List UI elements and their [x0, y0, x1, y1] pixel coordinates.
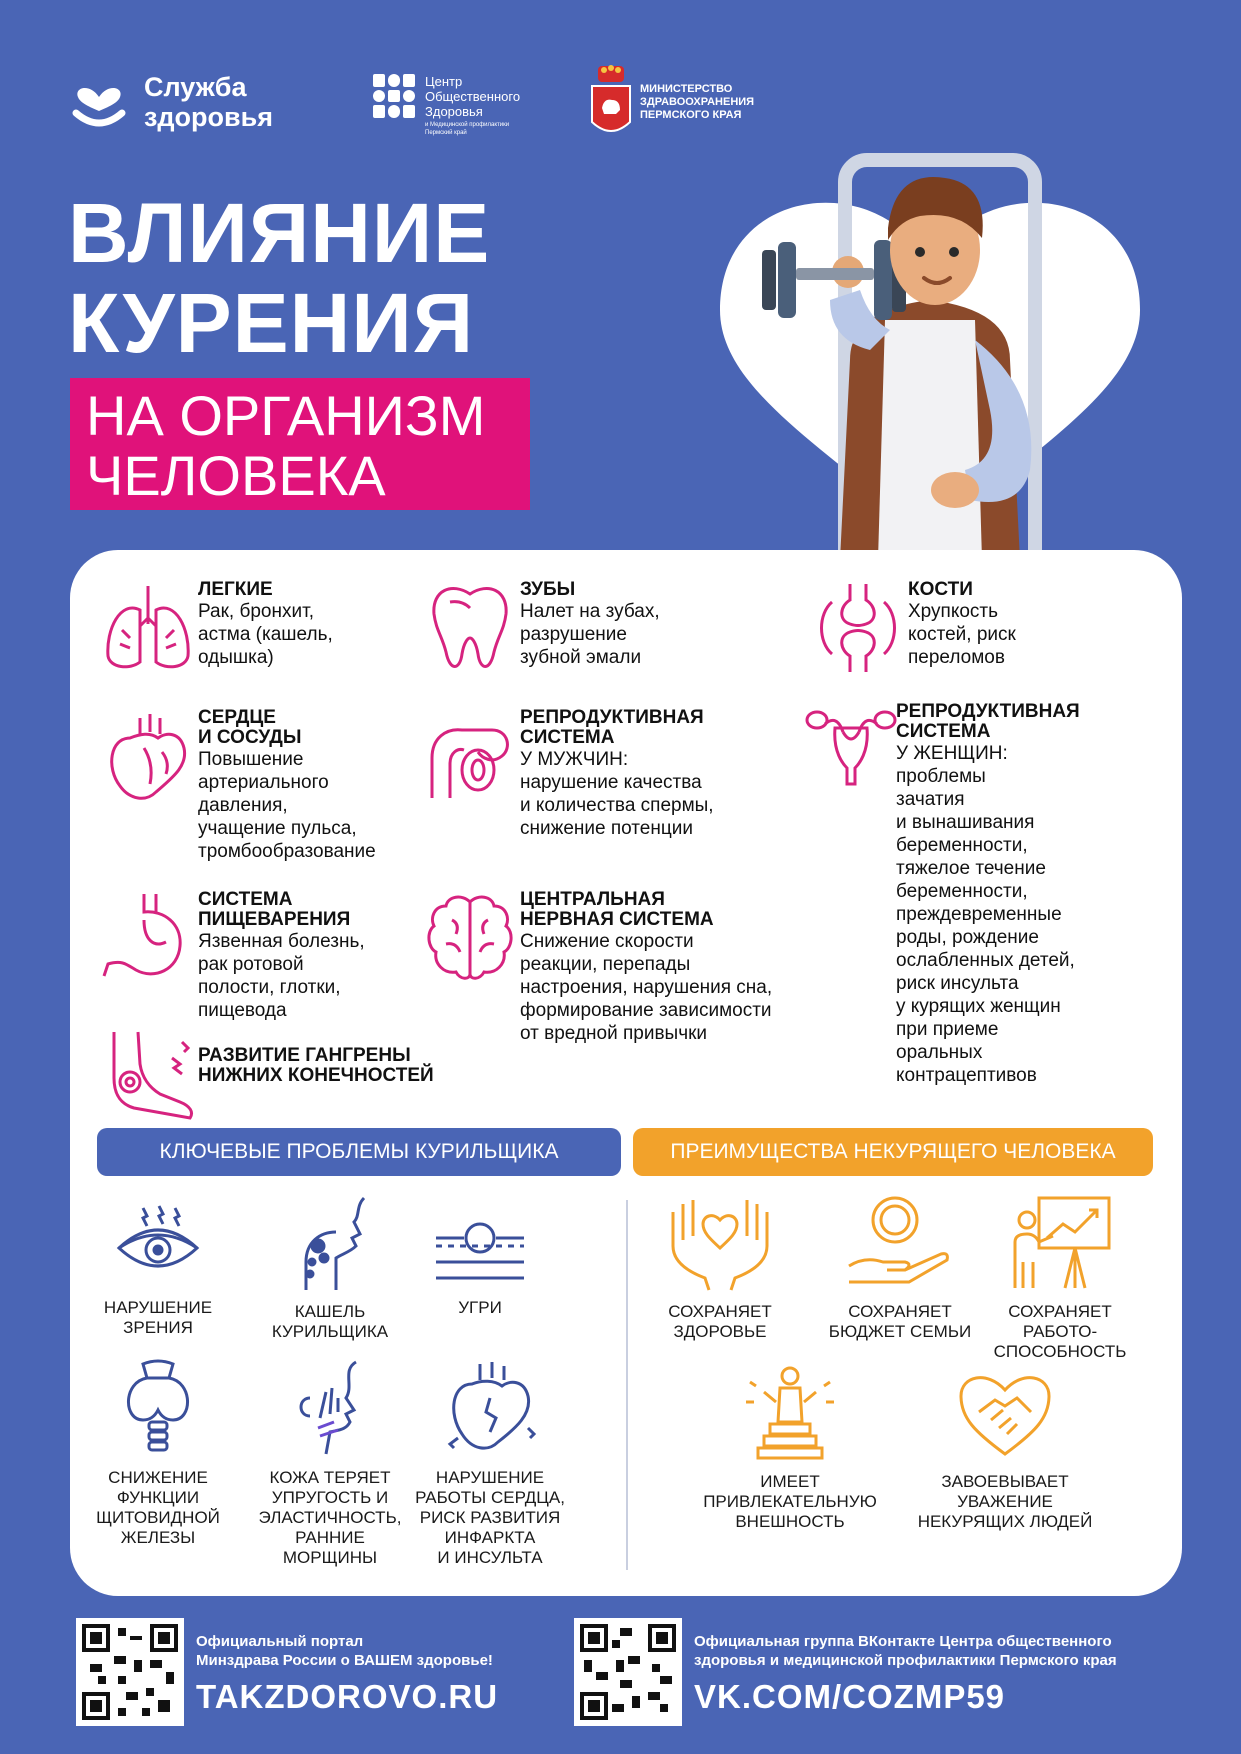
vk-link[interactable]: VK.COM/COZMP59	[694, 1678, 1006, 1715]
organ-bones: КОСТИ Хрупкость костей, риск переломов	[810, 580, 1016, 676]
heart-organ-icon	[100, 708, 196, 804]
hands-heart-icon	[665, 1192, 775, 1292]
benefit-work: СОХРАНЯЕТ РАБОТО- СПОСОБНОСТЬ	[980, 1192, 1140, 1362]
cough-icon	[280, 1192, 380, 1292]
benefit-respect: ЗАВОЕВЫВАЕТ УВАЖЕНИЕ НЕКУРЯЩИХ ЛЮДЕЙ	[900, 1362, 1110, 1532]
organ-repro-female: РЕПРОДУКТИВНАЯ СИСТЕМА У ЖЕНЩИН: проблемы зачатия и вынашивания беременности, тяжелое течение беременности, преждевременные роды, рождение ослабленных детей, риск инсульта у курящих женщин при приеме оральных контрацептивов	[796, 702, 1080, 1087]
info-card	[70, 550, 1182, 1596]
qr-code-icon	[82, 1624, 178, 1720]
ministry-logo: МИНИСТЕРСТВО ЗДРАВООХРАНЕНИЯ ПЕРМСКОГО КРАЯ	[590, 64, 754, 140]
organ-lungs: ЛЕГКИЕ Рак, бронхит, астма (кашель, одышка)	[100, 580, 333, 676]
eye-icon	[113, 1198, 203, 1288]
heart-smile-icon	[70, 73, 128, 131]
subtitle: НА ОРГАНИЗМ ЧЕЛОВЕКА	[86, 384, 486, 507]
organ-digestion: СИСТЕМА ПИЩЕВАРЕНИЯ Язвенная болезнь, рак ротовой полости, глотки, пищевода	[100, 890, 365, 1022]
stomach-icon	[100, 890, 196, 986]
coin-hand-icon	[845, 1192, 955, 1292]
lungs-icon	[100, 580, 196, 676]
organ-teeth: ЗУБЫ Налет на зубах, разрушение зубной эмали	[422, 580, 660, 676]
perm-crest-icon	[590, 64, 632, 140]
main-title: ВЛИЯНИЕ КУРЕНИЯ	[68, 186, 491, 370]
benefits-header: ПРЕИМУЩЕСТВА НЕКУРЯЩЕГО ЧЕЛОВЕКА	[633, 1128, 1153, 1176]
section-divider	[626, 1200, 628, 1570]
brain-icon	[422, 890, 518, 986]
organ-gangrene: РАЗВИТИЕ ГАНГРЕНЫ НИЖНИХ КОНЕЧНОСТЕЙ	[100, 1028, 434, 1124]
award-icon	[740, 1362, 840, 1462]
heart-icon	[440, 1358, 540, 1458]
organ-heart: СЕРДЦЕ И СОСУДЫ Повышение артериального давления, учащение пульса, тромбообразование	[100, 708, 376, 863]
czh-logo: Центр Общественного Здоровья и Медицинской профилактики Пермский край	[373, 74, 520, 137]
qr-code-left[interactable]	[76, 1618, 184, 1726]
face-icon	[280, 1358, 380, 1458]
takzdorovo-link[interactable]: TAKZDOROVO.RU	[196, 1678, 499, 1715]
male-reproductive-icon	[422, 708, 518, 804]
sluzhba-zdorovya-logo	[70, 72, 273, 132]
qr-code-right[interactable]	[574, 1618, 682, 1726]
tooth-icon	[422, 580, 518, 676]
benefit-budget: СОХРАНЯЕТ БЮДЖЕТ СЕМЬИ	[810, 1192, 990, 1342]
problem-skin: КОЖА ТЕРЯЕТ УПРУГОСТЬ И ЭЛАСТИЧНОСТЬ, РАННИЕ МОРЩИНЫ	[255, 1358, 405, 1568]
subtitle-box	[70, 378, 530, 510]
man-with-dumbbell-illustration	[720, 150, 1140, 560]
acne-icon	[430, 1198, 530, 1288]
sluzhba-logo-text: Служба здоровья	[144, 72, 273, 132]
benefit-health: СОХРАНЯЕТ ЗДОРОВЬЕ	[650, 1192, 790, 1342]
benefit-appearance: ИМЕЕТ ПРИВЛЕКАТЕЛЬНУЮ ВНЕШНОСТЬ	[690, 1362, 890, 1532]
organ-cns: ЦЕНТРАЛЬНАЯ НЕРВНАЯ СИСТЕМА Снижение скорости реакции, перепады настроения, нарушения сна, формирование зависимости от вредной привычки	[422, 890, 772, 1045]
problem-cough: КАШЕЛЬ КУРИЛЬЩИКА	[255, 1192, 405, 1342]
joint-bones-icon	[810, 580, 906, 676]
organ-repro-male: РЕПРОДУКТИВНАЯ СИСТЕМА У МУЖЧИН: нарушение качества и количества спермы, снижение потенции	[422, 708, 714, 840]
problem-acne: УГРИ	[415, 1198, 545, 1318]
presentation-icon	[1005, 1192, 1115, 1292]
foot-icon	[100, 1028, 196, 1124]
female-reproductive-icon	[796, 702, 906, 798]
footer-left-text: Официальный портал Минздрава России о ВАШЕМ здоровье! TAKZDOROVO.RU	[196, 1633, 499, 1715]
thyroid-icon	[113, 1358, 203, 1458]
qr-code-icon	[580, 1624, 676, 1720]
footer-right-text: Официальная группа ВКонтакте Центра общественного здоровья и медицинской профилактики Пермского края VK.COM/COZMP59	[694, 1633, 1117, 1715]
problem-heart: НАРУШЕНИЕ РАБОТЫ СЕРДЦА, РИСК РАЗВИТИЯ ИНФАРКТА И ИНСУЛЬТА	[405, 1358, 575, 1568]
handshake-icon	[955, 1362, 1055, 1462]
problem-vision: НАРУШЕНИЕ ЗРЕНИЯ	[88, 1198, 228, 1338]
problem-thyroid: СНИЖЕНИЕ ФУНКЦИИ ЩИТОВИДНОЙ ЖЕЛЕЗЫ	[88, 1358, 228, 1548]
czh-grid-icon	[373, 74, 417, 118]
problems-header: КЛЮЧЕВЫЕ ПРОБЛЕМЫ КУРИЛЬЩИКА	[97, 1128, 621, 1176]
